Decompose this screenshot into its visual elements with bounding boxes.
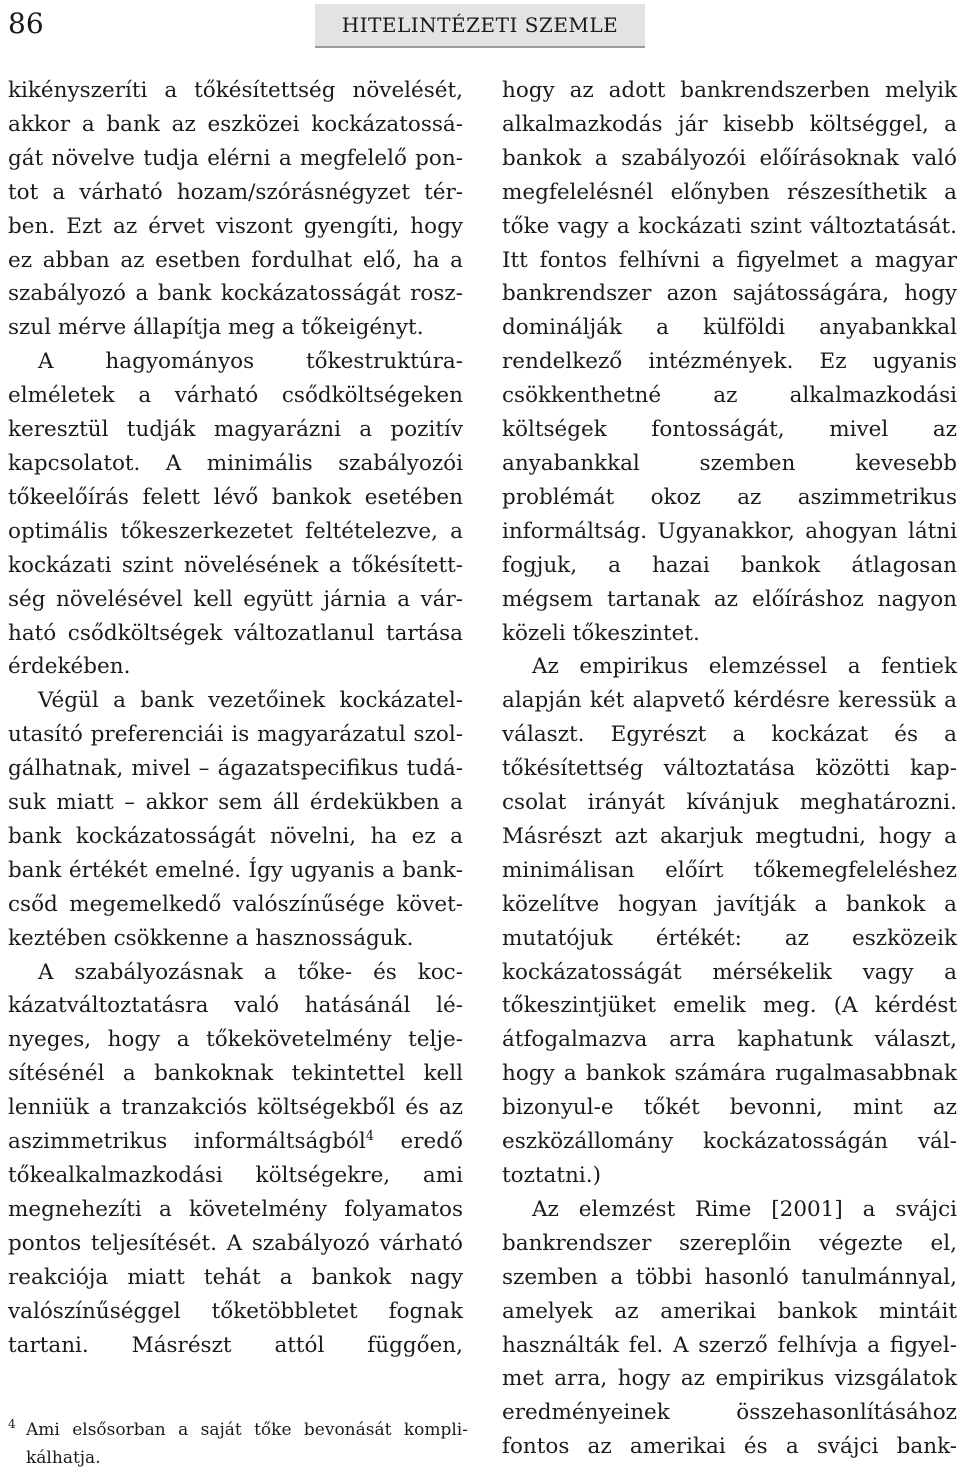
paragraph: A hagyományos tőkestruktúra-elméletek a várható csődköltségeken keresztül tudják magyarázni a pozitív kapcsolatot. A minimális szabályozói tőkeelőírás felett lévő bankok esetében optimális tőkeszerkezetet feltételezve, a kockázati szint növelésének a tőkésítettség növelésével kell együtt járnia a várható csődköltségek változatlanul tartása érdekében. (8, 349, 463, 680)
paragraph: kikényszeríti a tőkésítettség növelését, akkor a bank az eszközei kockázatosságát növelve tudja elérni a megfelelő pontot a várható hozam/szórásnégyzet térben. Ezt az érvet viszont gyengíti, hogy ez abban az esetben fordulhat elő, ha a szabályozó a bank kockázatosságát roszszul mérve állapítja meg a tőkeigényt. (8, 78, 463, 341)
footnote (8, 1416, 468, 1472)
footnote-number: 4 (8, 1417, 16, 1431)
footnote-ref[interactable]: 4 (365, 1128, 374, 1144)
running-header (315, 4, 645, 48)
paragraph: Az empirikus elemzéssel a fentiek alapján két alapvető kérdésre keressük a választ. Egyrészt a kockázat és a tőkésítettség változtatása közötti kapcsolat irányát kívánjuk meghatározni. Másrészt azt akarjuk megtudni, hogy a minimálisan előírt tőkemegfeleléshez közelítve hogyan javítják a bankok a mutatójuk értékét: az eszközeik kockázatosságát mérsékelik vagy a tőkeszintjüket emelik meg. (A kérdést átfogalmazva arra kaphatunk választ, hogy a bankok számára rugalmasabbnak bizonyul-e tőkét bevonni, mint az eszközállomány kockázatosságán változtatni.) (502, 654, 957, 1188)
paragraph: Végül a bank vezetőinek kockázatelutasító preferenciái is magyarázatul szolgálhatnak, mivel – ágazatspecifikus tudásuk miatt – akkor sem áll érdekükben a bank kockázatosságát növelni, ha ez a bank értékét emelné. Így ugyanis a bankcsőd megemelkedő valószínűsége következtében csökkenne a hasznosságuk. (8, 688, 463, 951)
journal-title: HITELINTÉZETI SZEMLE (341, 13, 619, 37)
right-column (502, 74, 957, 1464)
paragraph (8, 956, 463, 1363)
left-column (8, 74, 463, 1362)
page-number: 86 (8, 7, 44, 40)
footnote-text: Ami elsősorban a saját tőke bevonását komplikálhatja. (26, 1420, 468, 1468)
paragraph-text: A szabályozásnak a tőke- és kockázatváltoztatásra való hatásánál lényeges, hogy a tőkekövetelmény teljesítésénél a bankoknak tekintettel kell lenniük a tranzakciós költségekből és az aszimmetrikus informáltságból (8, 959, 463, 1155)
paragraph: hogy az adott bankrendszerben melyik alkalmazkodás jár kisebb költséggel, a bankok a szabályozói előírásoknak való megfelelésnél előnyben részesíthetik a tőke vagy a kockázati szint változtatását. Itt fontos felhívni a figyelmet a magyar bankrendszer azon sajátosságára, hogy dominálják a külföldi anyabankkal rendelkező intézmények. Ez ugyanis csökkenthetné az alkalmazkodási költségek fontosságát, mivel az anyabankkal szemben kevesebb problémát okoz az aszimmetrikus informáltság. Ugyanakkor, ahogyan látni fogjuk, a hazai bankok átlagosan mégsem tartanak az előíráshoz nagyon közeli tőkeszintet. (502, 78, 957, 646)
paragraph: Az elemzést Rime [2001] a svájci bankrendszer szereplőin végezte el, szemben a többi hasonló tanulmánnyal, amelyek az amerikai bankok mintáit használták fel. A szerző felhívja a figyelmet arra, hogy az empirikus vizsgálatok eredményeinek összehasonlításához fontos az amerikai és a svájci bank- (502, 1196, 957, 1460)
paragraph-text: eredő tőkealkalmazkodási költségekre, ami megnehezíti a követelmény folyamatos pontos teljesítését. A szabályozó várható reakciója miatt tehát a bankok nagy valószínűséggel tőketöbbletet fognak tartani. Másrészt attól függően, (8, 1129, 463, 1358)
